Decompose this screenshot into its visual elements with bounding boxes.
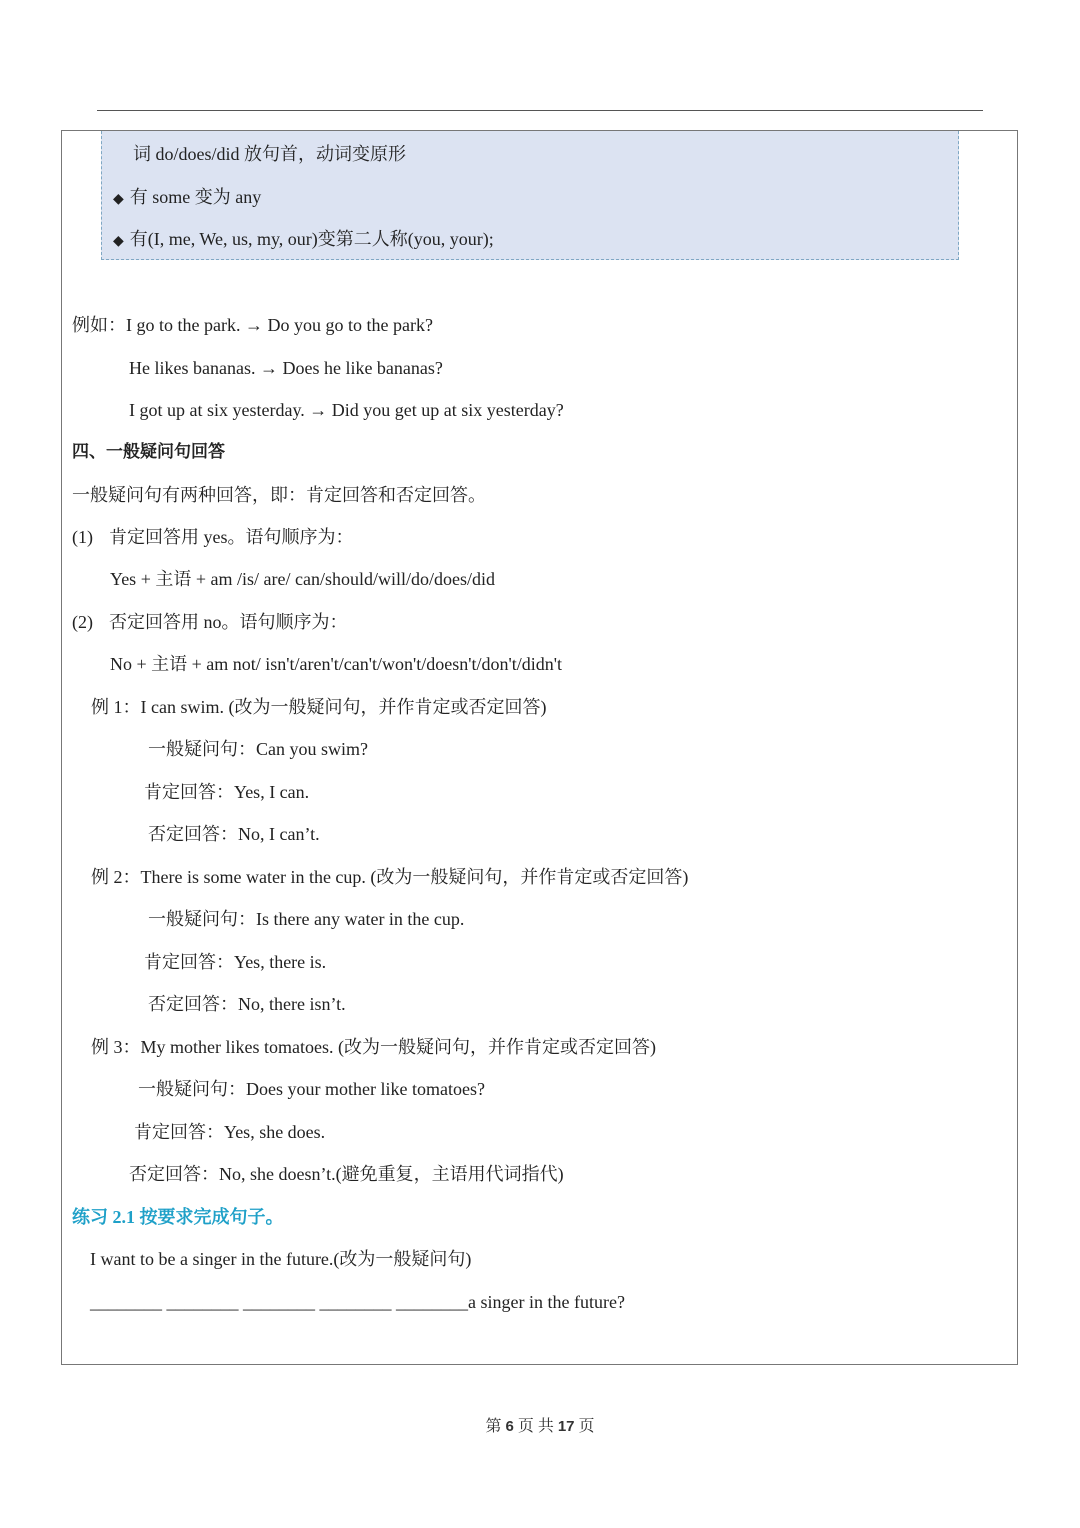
callout-line-3-text: 有(I, me, We, us, my, our)变第二人称(you, your); xyxy=(129,229,494,249)
example-2-no: 否定回答：No, there isn’t. xyxy=(148,994,346,1014)
negative-answer-rule xyxy=(72,610,348,634)
callout-line-2 xyxy=(113,185,261,211)
example-2-label: 例 2： xyxy=(91,867,141,887)
page-footer xyxy=(0,1413,1080,1436)
example-2-question: 一般疑问句：Is there any water in the cup. xyxy=(148,909,465,929)
total-pages: 17 xyxy=(557,1418,575,1435)
example-3-text: My mother likes tomatoes. (改为一般疑问句，并作肯定或否定回答) xyxy=(140,1037,656,1057)
example-3 xyxy=(91,1035,656,1059)
footer-middle: 页 共 xyxy=(517,1418,554,1435)
negative-text: 否定回答用 no。语句顺序为： xyxy=(109,612,348,632)
example-intro-2: He likes bananas. → Does he like bananas? xyxy=(129,358,443,378)
exercise-answer-blanks[interactable]: ________ ________ ________ ________ ________a singer in the future? xyxy=(90,1292,625,1312)
bullet-diamond-icon: ◆ xyxy=(113,191,124,207)
positive-answer-rule xyxy=(72,525,354,549)
current-page-number: 6 xyxy=(505,1418,514,1435)
callout-line-3 xyxy=(113,227,494,253)
example-3-yes: 肯定回答：Yes, she does. xyxy=(134,1122,326,1142)
example-2-yes: 肯定回答：Yes, there is. xyxy=(144,952,327,972)
example-1-yes: 肯定回答：Yes, I can. xyxy=(144,782,310,802)
positive-text: 肯定回答用 yes。语句顺序为： xyxy=(109,527,354,547)
positive-label: (1) xyxy=(72,527,93,547)
example-1-no: 否定回答：No, I can’t. xyxy=(148,824,320,844)
example-2-text: There is some water in the cup. (改为一般疑问句，并作肯定或否定回答) xyxy=(140,867,689,887)
example-intro-3: I got up at six yesterday. → Did you get up at six yesterday? xyxy=(129,400,564,420)
example-1-text: I can swim. (改为一般疑问句，并作肯定或否定回答) xyxy=(140,697,547,717)
section-intro: 一般疑问句有两种回答，即：肯定回答和否定回答。 xyxy=(72,485,486,505)
footer-prefix: 第 xyxy=(485,1418,502,1435)
example-intro-label: 例如： xyxy=(72,315,126,335)
example-1 xyxy=(91,695,546,719)
example-3-label: 例 3： xyxy=(91,1037,141,1057)
example-1-question: 一般疑问句：Can you swim? xyxy=(148,739,368,759)
negative-label: (2) xyxy=(72,612,93,632)
exercise-sentence: I want to be a singer in the future.(改为一般疑问句) xyxy=(90,1249,472,1269)
header-rule xyxy=(97,110,983,111)
section-heading: 四、一般疑问句回答 xyxy=(72,442,225,462)
callout-line-2-text: 有 some 变为 any xyxy=(129,187,262,207)
example-3-no: 否定回答：No, she doesn’t.(避免重复，主语用代词指代) xyxy=(129,1164,564,1184)
negative-formula: No + 主语 + am not/ isn't/aren't/can't/won't/doesn't/don't/didn't xyxy=(110,654,562,674)
footer-suffix: 页 xyxy=(578,1418,595,1435)
exercise-title: 练习 2.1 按要求完成句子。 xyxy=(72,1207,284,1227)
callout-line-1: 词 do/does/did 放句首，动词变原形 xyxy=(133,144,406,164)
example-intro-line-1 xyxy=(72,313,433,337)
example-3-question: 一般疑问句：Does your mother like tomatoes? xyxy=(138,1079,485,1099)
positive-formula: Yes + 主语 + am /is/ are/ can/should/will/do/does/did xyxy=(110,569,495,589)
example-1-label: 例 1： xyxy=(91,697,141,717)
example-2 xyxy=(91,865,688,889)
bullet-diamond-icon: ◆ xyxy=(113,233,124,249)
example-intro-1: I go to the park. → Do you go to the park? xyxy=(126,315,433,335)
